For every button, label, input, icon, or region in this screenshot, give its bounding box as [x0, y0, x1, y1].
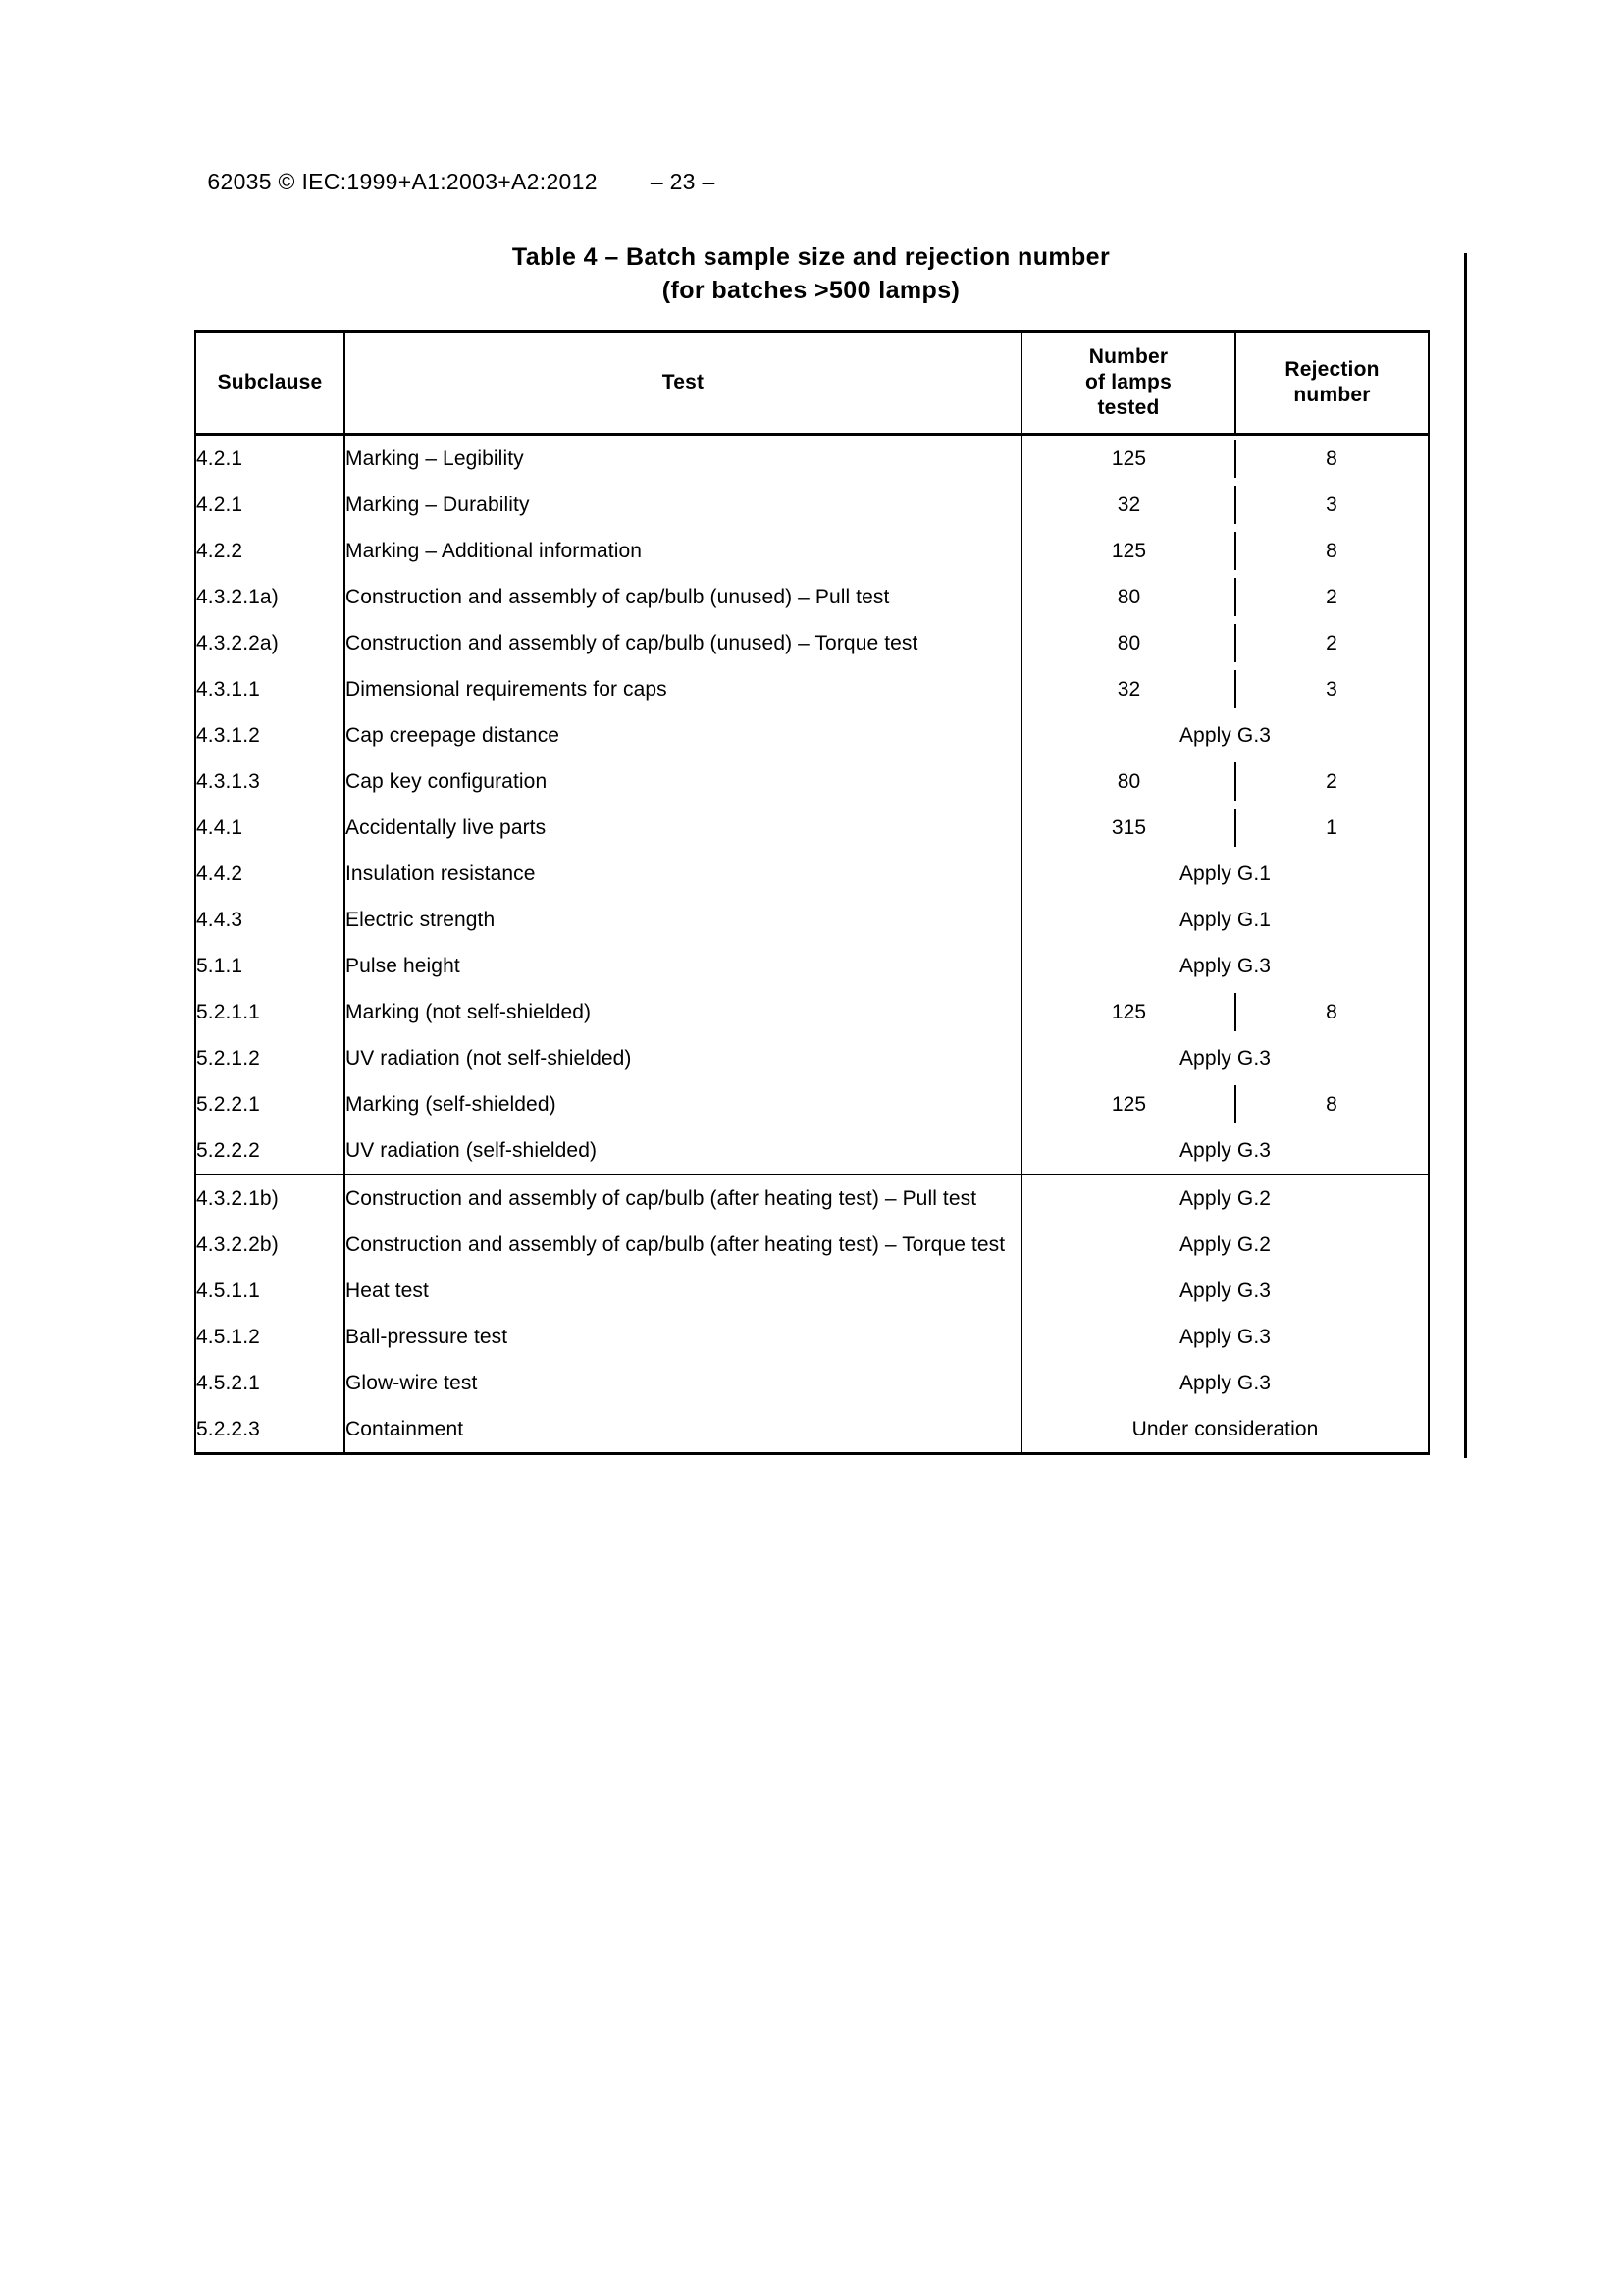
cell-test: Accidentally live parts [344, 805, 1021, 851]
cell-rejection-number: 2 [1326, 632, 1337, 654]
column-header-rejection-line-2: number [1293, 384, 1371, 406]
revision-change-bar [1464, 253, 1467, 1458]
table-row [195, 435, 1429, 483]
cell-number-of-lamps-tested: 125 [1021, 989, 1235, 1035]
cell-rejection-number: 8 [1326, 1001, 1337, 1023]
cell-number-of-lamps-tested: 80 [1021, 574, 1235, 620]
cell-subclause: 4.3.2.1b) [195, 1174, 344, 1222]
page-header [194, 142, 715, 195]
table-row [195, 1081, 1429, 1127]
cell-test: UV radiation (self-shielded) [344, 1127, 1021, 1174]
table-title [194, 240, 1428, 307]
cell-rejection-number: 8 [1326, 1093, 1337, 1116]
table-row [195, 1268, 1429, 1314]
cell-subclause: 4.3.1.2 [195, 712, 344, 758]
table-4-container [194, 330, 1428, 1455]
cell-test: Ball-pressure test [344, 1314, 1021, 1360]
cell-applies-note: Apply G.2 [1021, 1174, 1429, 1222]
cell-test: Cap creepage distance [344, 712, 1021, 758]
cell-applies-note: Under consideration [1131, 1418, 1319, 1440]
cell-test: Glow-wire test [344, 1360, 1021, 1406]
cell-number-of-lamps-tested: 125 [1021, 1081, 1235, 1127]
cell-number-of-lamps-tested: 80 [1021, 620, 1235, 666]
table-4 [194, 330, 1430, 1455]
cell-subclause: 4.4.1 [195, 805, 344, 851]
cell-applies-note: Apply G.3 [1178, 1372, 1272, 1394]
table-row [195, 1035, 1429, 1081]
column-header-number-of-lamps-tested [1021, 332, 1235, 435]
cell-applies-note: Apply G.1 [1178, 909, 1272, 931]
cell-subclause: 4.5.2.1 [195, 1360, 344, 1406]
table-row [195, 989, 1429, 1035]
table-title-line-2: (for batches >500 lamps) [661, 277, 961, 304]
cell-test: Marking (self-shielded) [344, 1081, 1021, 1127]
cell-subclause: 4.3.2.2a) [195, 620, 344, 666]
cell-subclause: 4.3.1.1 [195, 666, 344, 712]
cell-applies-note: Apply G.3 [1178, 1326, 1272, 1348]
column-header-number-line-1: Number [1088, 345, 1169, 368]
cell-test: Dimensional requirements for caps [344, 666, 1021, 712]
cell-number-of-lamps-tested: 32 [1021, 666, 1235, 712]
cell-test: Construction and assembly of cap/bulb (after heating test) – Torque test [344, 1222, 1021, 1268]
column-header-test: Test [344, 332, 1021, 435]
table-row [195, 528, 1429, 574]
table-row [195, 851, 1429, 897]
cell-subclause: 4.4.2 [195, 851, 344, 897]
table-title-line-1: Table 4 – Batch sample size and rejection number [511, 243, 1111, 271]
table-row [195, 574, 1429, 620]
cell-test: Construction and assembly of cap/bulb (unused) – Torque test [344, 620, 1021, 666]
table-header [195, 332, 1429, 435]
cell-subclause: 4.3.1.3 [195, 758, 344, 805]
cell-subclause: 4.5.1.1 [195, 1268, 344, 1314]
cell-test: Containment [344, 1406, 1021, 1454]
cell-rejection-number: 2 [1326, 586, 1337, 608]
cell-subclause: 5.2.2.2 [195, 1127, 344, 1174]
cell-applies-note: Apply G.3 [1178, 955, 1272, 977]
standard-reference: 62035 © IEC:1999+A1:2003+A2:2012 [207, 169, 598, 194]
table-row [195, 1406, 1429, 1454]
cell-rejection-number: 2 [1326, 770, 1337, 793]
cell-test: Marking – Additional information [344, 528, 1021, 574]
cell-applies-note: Apply G.3 [1178, 1047, 1272, 1070]
cell-test: Construction and assembly of cap/bulb (after heating test) – Pull test [344, 1174, 1021, 1222]
cell-test: Cap key configuration [344, 758, 1021, 805]
table-row [195, 620, 1429, 666]
cell-applies-note: Apply G.2 [1178, 1233, 1272, 1256]
cell-subclause: 5.2.2.3 [195, 1406, 344, 1454]
table-row [195, 1127, 1429, 1174]
cell-number-of-lamps-tested: 80 [1021, 758, 1235, 805]
cell-test: Pulse height [344, 943, 1021, 989]
page-number: – 23 – [650, 169, 715, 194]
cell-number-of-lamps-tested: 125 [1021, 435, 1235, 483]
table-body [195, 435, 1429, 1454]
cell-test: Insulation resistance [344, 851, 1021, 897]
cell-subclause: 4.3.2.2b) [195, 1222, 344, 1268]
table-row [195, 1222, 1429, 1268]
column-header-rejection-number [1235, 332, 1429, 435]
cell-subclause: 5.2.1.1 [195, 989, 344, 1035]
cell-test: Marking – Legibility [344, 435, 1021, 483]
cell-number-of-lamps-tested: 125 [1021, 528, 1235, 574]
column-header-rejection-line-1: Rejection [1284, 358, 1380, 381]
cell-test: Construction and assembly of cap/bulb (unused) – Pull test [344, 574, 1021, 620]
cell-applies-note: Apply G.1 [1178, 862, 1272, 885]
table-header-row [195, 332, 1429, 435]
cell-subclause: 5.2.1.2 [195, 1035, 344, 1081]
cell-test: Electric strength [344, 897, 1021, 943]
cell-subclause: 5.2.2.1 [195, 1081, 344, 1127]
column-header-number-line-2: of lamps [1085, 371, 1172, 393]
table-row [195, 758, 1429, 805]
table-row [195, 805, 1429, 851]
table-row [195, 1314, 1429, 1360]
cell-subclause: 4.4.3 [195, 897, 344, 943]
cell-rejection-number: 8 [1326, 540, 1337, 562]
table-row [195, 712, 1429, 758]
cell-rejection-number: 8 [1326, 447, 1337, 470]
cell-applies-note: Apply G.3 [1178, 1279, 1272, 1302]
cell-test: UV radiation (not self-shielded) [344, 1035, 1021, 1081]
cell-subclause: 5.1.1 [195, 943, 344, 989]
cell-test: Marking (not self-shielded) [344, 989, 1021, 1035]
table-row [195, 666, 1429, 712]
table-row [195, 1360, 1429, 1406]
cell-subclause: 4.3.2.1a) [195, 574, 344, 620]
cell-number-of-lamps-tested: 315 [1021, 805, 1235, 851]
table-row [195, 943, 1429, 989]
cell-applies-note: Apply G.3 [1178, 724, 1272, 747]
column-header-number-line-3: tested [1097, 396, 1160, 419]
cell-test: Marking – Durability [344, 482, 1021, 528]
cell-subclause: 4.2.2 [195, 528, 344, 574]
cell-applies-note: Apply G.3 [1178, 1139, 1272, 1162]
cell-test: Heat test [344, 1268, 1021, 1314]
cell-subclause: 4.5.1.2 [195, 1314, 344, 1360]
table-row [195, 1174, 1429, 1222]
cell-subclause: 4.2.1 [195, 435, 344, 483]
column-header-subclause: Subclause [195, 332, 344, 435]
cell-rejection-number: 1 [1326, 816, 1337, 839]
table-row [195, 897, 1429, 943]
cell-number-of-lamps-tested: 32 [1021, 482, 1235, 528]
cell-rejection-number: 3 [1326, 494, 1337, 516]
cell-subclause: 4.2.1 [195, 482, 344, 528]
cell-rejection-number: 3 [1326, 678, 1337, 701]
table-row [195, 482, 1429, 528]
